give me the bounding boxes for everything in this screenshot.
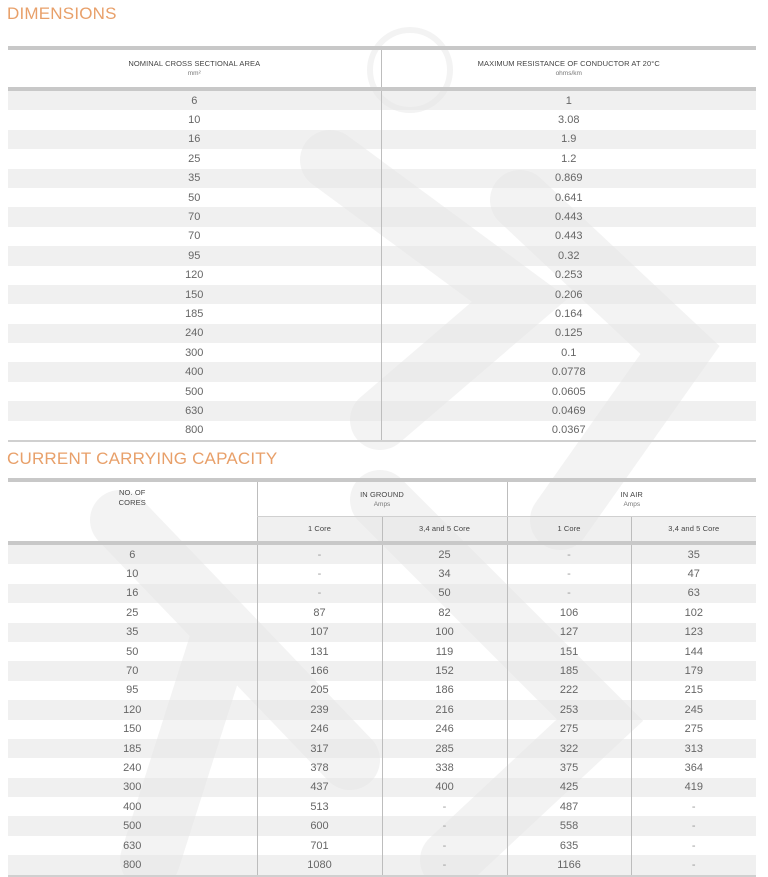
- table-row: [8, 758, 756, 777]
- table-row: [8, 343, 756, 362]
- header-in-ground: [257, 480, 507, 517]
- cross-sectional-area-cell: 240: [185, 327, 204, 340]
- air-multi-core-cell: 275: [631, 720, 756, 739]
- cross-sectional-area-cell: 70: [188, 230, 201, 243]
- ground-1-core-cell: 378: [257, 758, 382, 777]
- cross-sectional-area-cell: 800: [185, 424, 204, 437]
- table-row: [8, 797, 756, 816]
- ground-1-core-cell: 87: [257, 603, 382, 622]
- header-label-line1: NO. OF: [119, 488, 146, 497]
- air-multi-core-cell: -: [631, 816, 756, 835]
- air-multi-core-cell: 179: [631, 661, 756, 680]
- air-1-core-cell: 425: [507, 778, 631, 797]
- table-row: [8, 421, 756, 441]
- ground-multi-core-cell: 152: [382, 661, 507, 680]
- header-label: IN GROUND: [360, 489, 404, 499]
- ground-multi-core-cell: -: [382, 816, 507, 835]
- ground-1-core-cell: -: [257, 584, 382, 603]
- table-row: [8, 324, 756, 343]
- max-resistance-cell: 1.9: [381, 130, 756, 149]
- ground-multi-core-cell: 400: [382, 778, 507, 797]
- header-cross-sectional-area: [8, 48, 381, 89]
- ground-1-core-cell: 437: [257, 778, 382, 797]
- air-1-core-cell: -: [507, 543, 631, 564]
- table-row: [8, 227, 756, 246]
- cores-cell: 10: [126, 568, 139, 581]
- cross-sectional-area-cell: 400: [185, 366, 204, 379]
- table-row: [8, 623, 756, 642]
- cores-cell: 16: [126, 587, 139, 600]
- ground-multi-core-cell: -: [382, 797, 507, 816]
- air-1-core-cell: 253: [507, 700, 631, 719]
- air-multi-core-cell: 419: [631, 778, 756, 797]
- ground-multi-core-cell: 285: [382, 739, 507, 758]
- header-unit: mm²: [187, 70, 201, 77]
- cross-sectional-area-cell: 16: [188, 133, 201, 146]
- air-1-core-cell: 106: [507, 603, 631, 622]
- header-label-line2: CORES: [118, 498, 146, 507]
- cores-cell: 6: [129, 548, 136, 561]
- ground-multi-core-cell: 25: [382, 543, 507, 564]
- cross-sectional-area-cell: 10: [188, 114, 201, 127]
- air-1-core-cell: 222: [507, 681, 631, 700]
- table-row: [8, 700, 756, 719]
- air-multi-core-cell: -: [631, 836, 756, 855]
- air-1-core-cell: 185: [507, 661, 631, 680]
- table-row: [8, 720, 756, 739]
- air-1-core-cell: 322: [507, 739, 631, 758]
- ground-1-core-cell: -: [257, 543, 382, 564]
- ground-1-core-cell: 701: [257, 836, 382, 855]
- max-resistance-cell: 0.32: [381, 246, 756, 265]
- ground-multi-core-cell: 216: [382, 700, 507, 719]
- ground-multi-core-cell: 82: [382, 603, 507, 622]
- air-1-core-cell: 1166: [507, 855, 631, 875]
- air-1-core-cell: 151: [507, 642, 631, 661]
- air-multi-core-cell: 313: [631, 739, 756, 758]
- ground-1-core-cell: 205: [257, 681, 382, 700]
- air-1-core-cell: 375: [507, 758, 631, 777]
- table-row: [8, 382, 756, 401]
- cross-sectional-area-cell: 70: [188, 211, 201, 224]
- current-capacity-table: [8, 478, 756, 877]
- air-multi-core-cell: 123: [631, 623, 756, 642]
- table-row: [8, 285, 756, 304]
- table-row: [8, 564, 756, 583]
- ground-1-core-cell: 600: [257, 816, 382, 835]
- ground-1-core-cell: 246: [257, 720, 382, 739]
- air-1-core-cell: 635: [507, 836, 631, 855]
- table-row: [8, 110, 756, 129]
- cross-sectional-area-cell: 35: [188, 172, 201, 185]
- cores-cell: 400: [123, 800, 142, 813]
- ground-1-core-cell: 166: [257, 661, 382, 680]
- ground-multi-core-cell: 50: [382, 584, 507, 603]
- max-resistance-cell: 0.164: [381, 304, 756, 323]
- air-multi-core-cell: 102: [631, 603, 756, 622]
- ground-1-core-cell: 239: [257, 700, 382, 719]
- section-title-dimensions: DIMENSIONS: [7, 4, 117, 23]
- air-multi-core-cell: 144: [631, 642, 756, 661]
- max-resistance-cell: 3.08: [381, 110, 756, 129]
- air-multi-core-cell: 245: [631, 700, 756, 719]
- table-row: [8, 681, 756, 700]
- table-row: [8, 207, 756, 226]
- cores-cell: 70: [126, 665, 139, 678]
- ground-multi-core-cell: -: [382, 855, 507, 875]
- cross-sectional-area-cell: 50: [188, 191, 201, 204]
- table-row: [8, 246, 756, 265]
- cores-cell: 150: [123, 723, 142, 736]
- table-row: [8, 266, 756, 285]
- ground-1-core-cell: 1080: [257, 855, 382, 875]
- cross-sectional-area-cell: 6: [191, 94, 198, 107]
- max-resistance-cell: 0.253: [381, 266, 756, 285]
- table-row: [8, 130, 756, 149]
- air-multi-core-cell: 47: [631, 564, 756, 583]
- ground-multi-core-cell: 34: [382, 564, 507, 583]
- air-1-core-cell: -: [507, 584, 631, 603]
- ground-multi-core-cell: 186: [382, 681, 507, 700]
- ground-multi-core-cell: 100: [382, 623, 507, 642]
- cross-sectional-area-cell: 630: [185, 404, 204, 417]
- cores-cell: 95: [126, 684, 139, 697]
- cores-cell: 35: [126, 626, 139, 639]
- section-title-current-carrying-capacity: CURRENT CARRYING CAPACITY: [7, 449, 278, 468]
- header-label: NOMINAL CROSS SECTIONAL AREA: [128, 59, 261, 68]
- table-row: [8, 543, 756, 564]
- air-1-core-cell: 127: [507, 623, 631, 642]
- air-multi-core-cell: 364: [631, 758, 756, 777]
- ground-1-core-cell: 317: [257, 739, 382, 758]
- table-row: [8, 304, 756, 323]
- max-resistance-cell: 0.0367: [381, 421, 756, 441]
- max-resistance-cell: 0.0469: [381, 401, 756, 420]
- air-1-core-cell: 487: [507, 797, 631, 816]
- air-multi-core-cell: 63: [631, 584, 756, 603]
- air-multi-core-cell: -: [631, 855, 756, 875]
- max-resistance-cell: 0.869: [381, 169, 756, 188]
- max-resistance-cell: 0.0605: [381, 382, 756, 401]
- cores-cell: 25: [126, 606, 139, 619]
- max-resistance-cell: 0.1: [381, 343, 756, 362]
- max-resistance-cell: 1.2: [381, 149, 756, 168]
- dimensions-table: [8, 46, 756, 442]
- subheader-air-multi-core: 3,4 and 5 Core: [631, 517, 756, 544]
- header-label: MAXIMUM RESISTANCE OF CONDUCTOR AT 20°C: [477, 59, 660, 68]
- subheader-air-1-core: 1 Core: [507, 517, 631, 544]
- table-row: [8, 401, 756, 420]
- cores-cell: 185: [123, 742, 142, 755]
- cores-cell: 50: [126, 645, 139, 658]
- table-row: [8, 584, 756, 603]
- header-unit: ohms/km: [555, 70, 582, 77]
- table-row: [8, 642, 756, 661]
- header-label: IN AIR: [620, 489, 643, 499]
- table-row: [8, 149, 756, 168]
- cross-sectional-area-cell: 150: [185, 288, 204, 301]
- air-1-core-cell: -: [507, 564, 631, 583]
- ground-1-core-cell: 131: [257, 642, 382, 661]
- table-row: [8, 778, 756, 797]
- table-row: [8, 836, 756, 855]
- max-resistance-cell: 0.443: [381, 227, 756, 246]
- subheader-ground-1-core: 1 Core: [257, 517, 382, 544]
- cores-cell: 120: [123, 703, 142, 716]
- ground-1-core-cell: 107: [257, 623, 382, 642]
- cross-sectional-area-cell: 25: [188, 152, 201, 165]
- table-row: [8, 89, 756, 110]
- header-no-of-cores: [8, 480, 257, 543]
- max-resistance-cell: 0.443: [381, 207, 756, 226]
- ground-1-core-cell: 513: [257, 797, 382, 816]
- header-unit: Amps: [623, 500, 641, 508]
- ground-multi-core-cell: 338: [382, 758, 507, 777]
- cores-cell: 500: [123, 820, 142, 833]
- header-unit: Amps: [373, 500, 391, 508]
- cores-cell: 300: [123, 781, 142, 794]
- cores-cell: 630: [123, 839, 142, 852]
- max-resistance-cell: 0.125: [381, 324, 756, 343]
- cross-sectional-area-cell: 500: [185, 385, 204, 398]
- table-row: [8, 188, 756, 207]
- table-row: [8, 169, 756, 188]
- max-resistance-cell: 0.0778: [381, 362, 756, 381]
- cross-sectional-area-cell: 185: [185, 307, 204, 320]
- max-resistance-cell: 0.206: [381, 285, 756, 304]
- table-row: [8, 661, 756, 680]
- cross-sectional-area-cell: 95: [188, 249, 201, 262]
- cross-sectional-area-cell: 300: [185, 346, 204, 359]
- air-1-core-cell: 558: [507, 816, 631, 835]
- ground-multi-core-cell: 246: [382, 720, 507, 739]
- table-row: [8, 603, 756, 622]
- cores-cell: 800: [123, 858, 142, 871]
- header-in-air: [507, 480, 756, 517]
- ground-multi-core-cell: -: [382, 836, 507, 855]
- table-row: [8, 739, 756, 758]
- ground-multi-core-cell: 119: [382, 642, 507, 661]
- header-max-resistance: [381, 48, 756, 89]
- cross-sectional-area-cell: 120: [185, 269, 204, 282]
- cores-cell: 240: [123, 761, 142, 774]
- air-multi-core-cell: 35: [631, 543, 756, 564]
- table-row: [8, 816, 756, 835]
- air-1-core-cell: 275: [507, 720, 631, 739]
- max-resistance-cell: 0.641: [381, 188, 756, 207]
- air-multi-core-cell: 215: [631, 681, 756, 700]
- table-row: [8, 362, 756, 381]
- air-multi-core-cell: -: [631, 797, 756, 816]
- ground-1-core-cell: -: [257, 564, 382, 583]
- max-resistance-cell: 1: [381, 89, 756, 110]
- table-row: [8, 855, 756, 875]
- subheader-ground-multi-core: 3,4 and 5 Core: [382, 517, 507, 544]
